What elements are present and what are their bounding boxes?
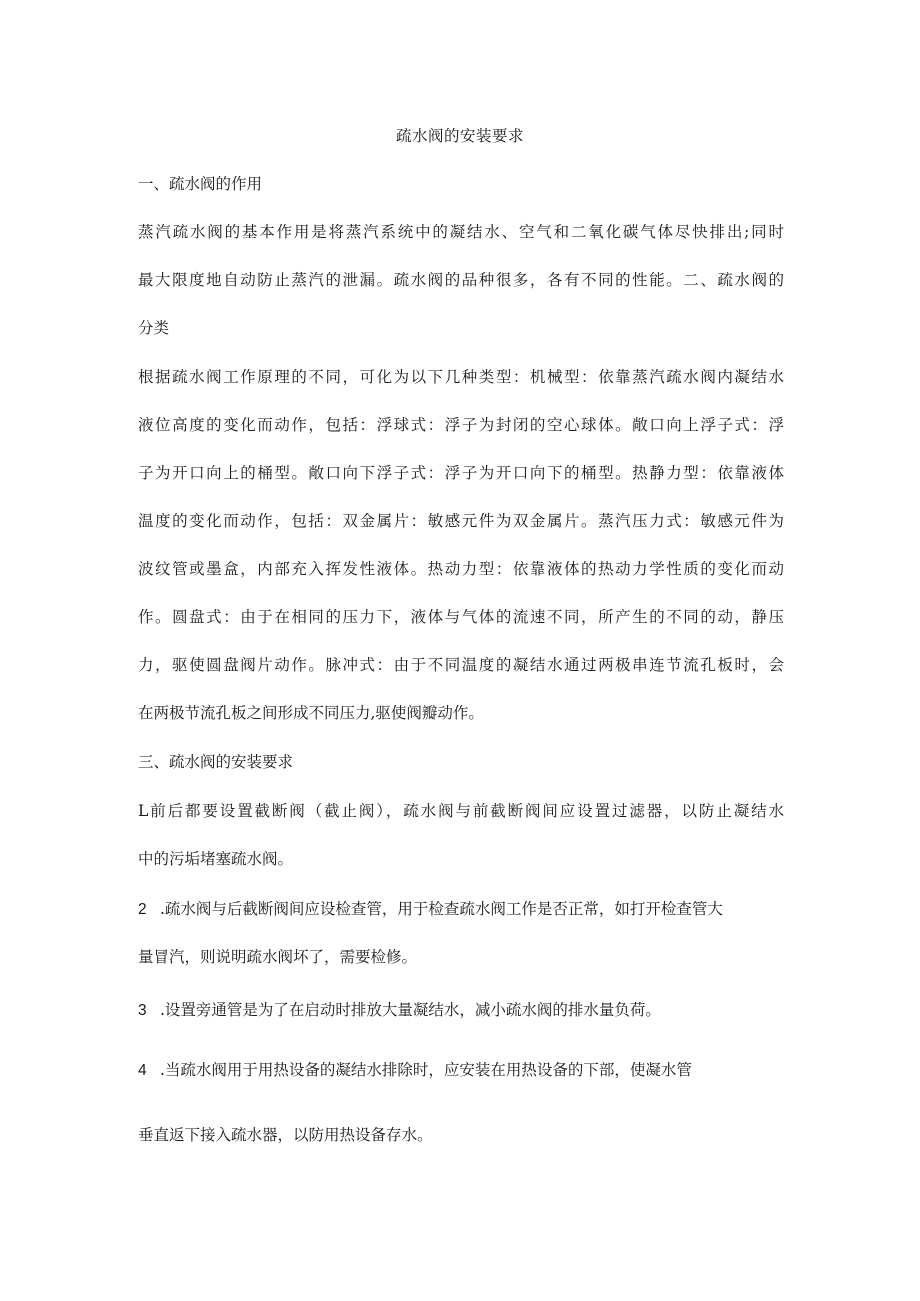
list-item-text: .疏水阀与后截断阀间应设检查管，用于检查疏水阀工作是否正常，如打开检查管大 (160, 900, 723, 918)
paragraph-line: 子为开口向上的桶型。敞口向下浮子式：浮子为开口向下的桶型。热静力型：依靠液体 (138, 464, 784, 482)
paragraph-line: 温度的变化而动作，包括：双金属片：敏感元件为双金属片。蒸汽压力式：敏感元件为 (138, 512, 784, 530)
list-item-text: .设置旁通管是为了在启动时排放大量凝结水，减小疏水阀的排水量负荷。 (160, 1001, 661, 1019)
list-item-3-line (138, 1000, 661, 1021)
paragraph-line: 力，驱使圆盘阀片动作。脉冲式：由于不同温度的凝结水通过两极串连节流孔板时，会 (138, 656, 784, 674)
paragraph-line: 作。圆盘式：由于在相同的压力下，液体与气体的流速不同，所产生的不同的动，静压 (138, 608, 784, 626)
section-heading-1: 一、疏水阀的作用 (138, 175, 263, 193)
paragraph-line: 最大限度地自动防止蒸汽的泄漏。疏水阀的品种很多，各有不同的性能。二、疏水阀的 (138, 271, 784, 289)
list-item-2-line (138, 899, 723, 920)
paragraph-line: 分类 (138, 319, 170, 337)
list-item-number: 4 (138, 1062, 147, 1079)
section-heading-3: 三、疏水阀的安装要求 (138, 753, 294, 771)
list-item-4-line (138, 1060, 692, 1081)
paragraph-line: 波纹管或墨盒，内部充入挥发性液体。热动力型：依靠液体的热动力学性质的变化而动 (138, 560, 784, 578)
list-item-1-line: 中的污垢堵塞疏水阀。 (138, 850, 294, 868)
document-title: 疏水阀的安装要求 (395, 127, 524, 145)
paragraph-line: 根据疏水阀工作原理的不同，可化为以下几种类型：机械型：依靠蒸汽疏水阀内凝结水 (138, 368, 784, 386)
paragraph-line: 在两极节流孔板之间形成不同压力,驱使阀瓣动作。 (138, 704, 484, 722)
list-item-number: 3 (138, 1002, 147, 1019)
paragraph-line: 蒸汽疏水阀的基本作用是将蒸汽系统中的凝结水、空气和二氧化碳气体尽快排出;同时 (138, 223, 784, 241)
list-item-1-line: L前后都要设置截断阀（截止阀），疏水阀与前截断阀间应设置过滤器，以防止凝结水 (138, 802, 784, 820)
list-item-2-line: 量冒汽，则说明疏水阀坏了，需要检修。 (138, 948, 418, 966)
list-item-4-line: 垂直返下接入疏水器，以防用热设备存水。 (138, 1126, 433, 1144)
paragraph-line: 液位高度的变化而动作，包括：浮球式：浮子为封闭的空心球体。敞口向上浮子式：浮 (138, 416, 784, 434)
list-item-text: .当疏水阀用于用热设备的凝结水排除时，应安装在用热设备的下部，使凝水管 (160, 1061, 692, 1079)
list-item-number: 2 (138, 901, 147, 918)
